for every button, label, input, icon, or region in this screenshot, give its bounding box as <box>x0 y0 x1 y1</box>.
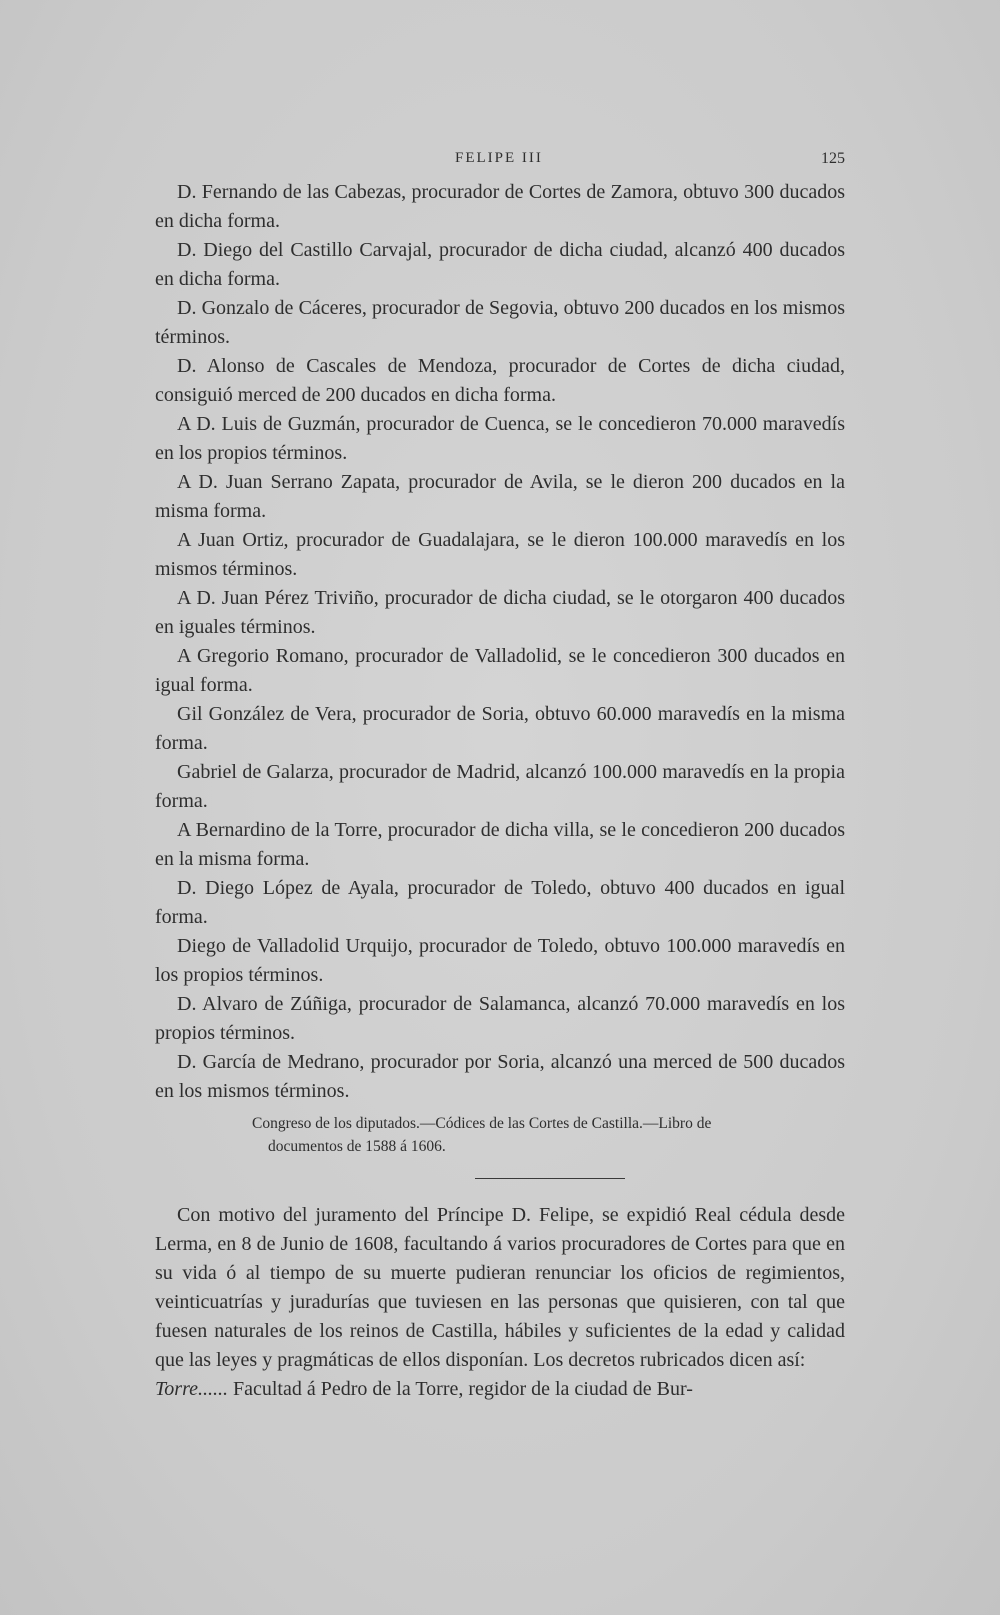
paragraph-continuation: Facultad á Pedro de la Torre, regidor de la ciudad de Bur- <box>228 1378 693 1400</box>
entry-paragraph: D. Fernando de las Cabezas, procurador de Cortes de Zamora, obtuvo 300 ducados en dicha forma. <box>155 181 845 232</box>
entry-paragraph: A D. Juan Pérez Triviño, procurador de dicha ciudad, se le otorgaron 400 ducados en iguales términos. <box>155 587 845 638</box>
entry-paragraph: D. García de Medrano, procurador por Soria, alcanzó una merced de 500 ducados en los mismos términos. <box>155 1051 845 1102</box>
entry-paragraph: Gabriel de Galarza, procurador de Madrid, alcanzó 100.000 maravedís en la propia forma. <box>155 761 845 812</box>
decree-marker: Torre...... <box>155 1378 228 1400</box>
entry-paragraph: D. Alonso de Cascales de Mendoza, procurador de Cortes de dicha ciudad, consiguió merced de 200 ducados en dicha forma. <box>155 355 845 406</box>
entry-paragraph: D. Diego López de Ayala, procurador de Toledo, obtuvo 400 ducados en igual forma. <box>155 877 845 928</box>
entry-paragraph: Diego de Valladolid Urquijo, procurador de Toledo, obtuvo 100.000 maravedís en los propios términos. <box>155 935 845 986</box>
paragraph-last-line <box>155 1375 845 1404</box>
page-body <box>155 178 845 1404</box>
page-header <box>155 150 845 180</box>
section-divider <box>475 1178 625 1179</box>
page-number: 125 <box>821 150 845 167</box>
source-line-1: Congreso de los diputados.—Códices de las Cortes de Castilla.—Libro de <box>252 1115 712 1132</box>
entry-paragraph: D. Diego del Castillo Carvajal, procurador de dicha ciudad, alcanzó 400 ducados en dicha forma. <box>155 239 845 290</box>
body-paragraph <box>155 1201 845 1404</box>
entry-paragraph: A D. Luis de Guzmán, procurador de Cuenca, se le concedieron 70.000 maravedís en los propios términos. <box>155 413 845 464</box>
paragraph-text: Con motivo del juramento del Príncipe D. Felipe, se expidió Real cédula desde Lerma, en 8 de Junio de 1608, facultando á varios procuradores de Cortes para que en su vida ó al tiempo de su muerte pudieran renunciar los oficios de regimientos, veinticuatrías y juradurías que tuviesen en las personas que quisieren, con tal que fuesen naturales de los reinos de Castilla, hábiles y suficientes de la edad y calidad que las leyes y pragmáticas de ellos disponían. Los decretos rubricados dicen así: <box>155 1204 845 1371</box>
running-head: FELIPE III <box>455 150 543 166</box>
source-citation <box>155 1112 845 1158</box>
entry-paragraph: A Bernardino de la Torre, procurador de dicha villa, se le concedieron 200 ducados en la misma forma. <box>155 819 845 870</box>
entry-paragraph: A Juan Ortiz, procurador de Guadalajara, se le dieron 100.000 maravedís en los mismos términos. <box>155 529 845 580</box>
entry-paragraph: Gil González de Vera, procurador de Soria, obtuvo 60.000 maravedís en la misma forma. <box>155 703 845 754</box>
entry-paragraph: A Gregorio Romano, procurador de Valladolid, se le concedieron 300 ducados en igual forma. <box>155 645 845 696</box>
entry-paragraph: D. Gonzalo de Cáceres, procurador de Segovia, obtuvo 200 ducados en los mismos términos. <box>155 297 845 348</box>
source-line-2: documentos de 1588 á 1606. <box>268 1138 446 1155</box>
entry-paragraph: A D. Juan Serrano Zapata, procurador de Avila, se le dieron 200 ducados en la misma forma. <box>155 471 845 522</box>
entry-paragraph: D. Alvaro de Zúñiga, procurador de Salamanca, alcanzó 70.000 maravedís en los propios términos. <box>155 993 845 1044</box>
